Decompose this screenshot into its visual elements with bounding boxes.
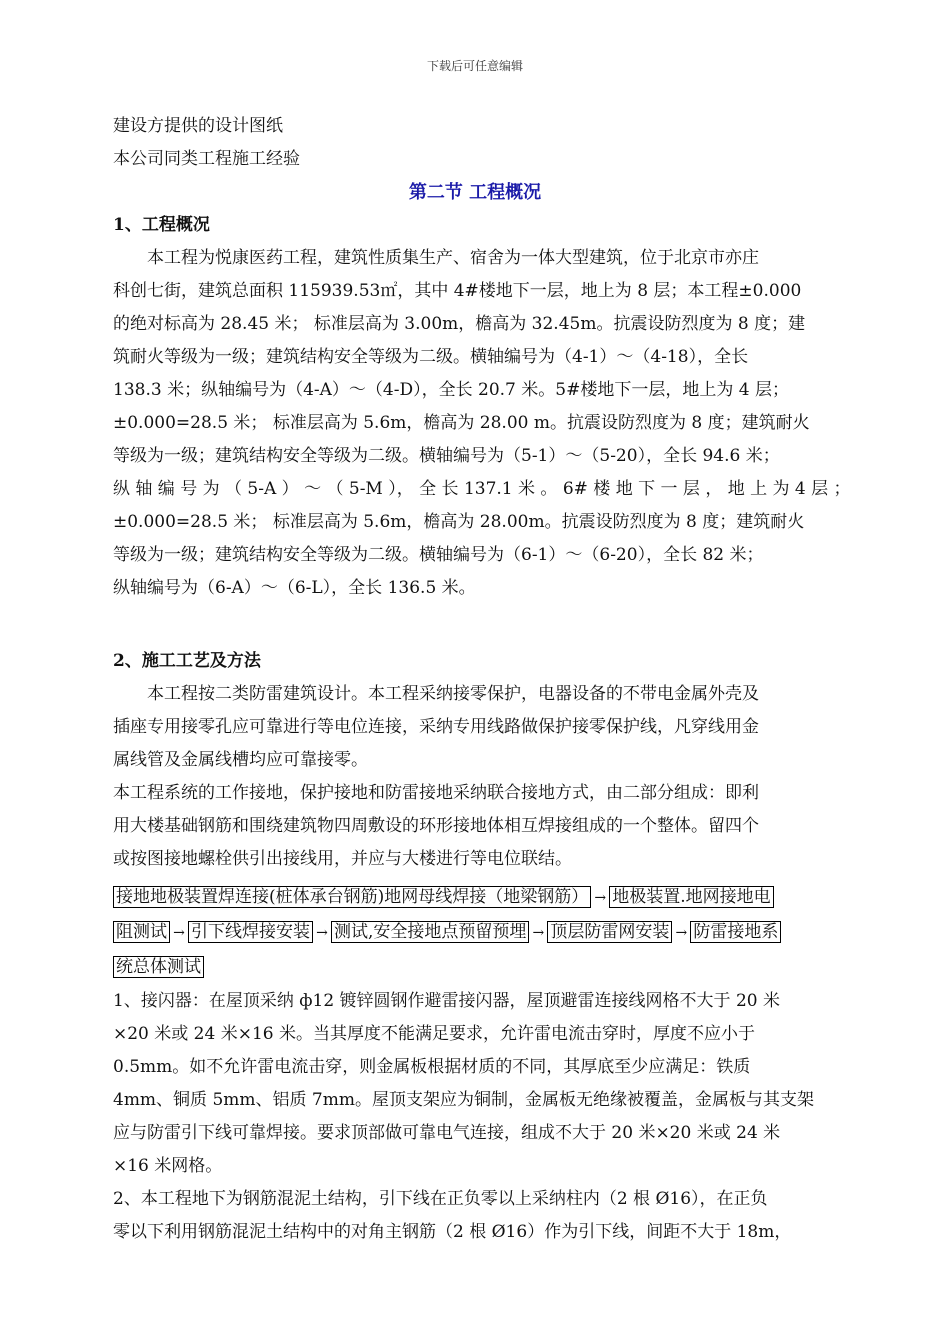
flow-step-2b: 阻测试	[113, 921, 170, 943]
document-body	[113, 110, 853, 1249]
para-line: 或按图接地螺栓供引出接线用，并应与大楼进行等电位联结。	[113, 849, 572, 869]
para-line: 纵 轴 编 号 为 （ 5-A ） ～ （ 5-M ）， 全 长 137.1 米 。 6# 楼 地 下 一 层 ， 地 上 为 4 层 ；	[113, 479, 851, 499]
section-title: 第二节 工程概况	[408, 182, 542, 203]
para-line: ×20 米或 24 米×16 米。当其厚度不能满足要求，允许雷电流击穿时，厚度不应小于	[113, 1024, 755, 1044]
flow-step-3: 引下线焊接安装	[188, 921, 313, 943]
para-line: ±0.000=28.5 米； 标准层高为 5.6m，檐高为 28.00 m。抗震设防烈度为 8 度；建筑耐火	[113, 413, 810, 433]
arrow-right-icon: →	[173, 925, 185, 941]
para-line: 本工程系统的工作接地，保护接地和防雷接地采纳联合接地方式，由二部分组成：即利	[113, 783, 759, 803]
para-line: 2、本工程地下为钢筋混泥土结构，引下线在正负零以上采纳柱内（2 根 Ø16），在正负	[113, 1189, 768, 1209]
para-line: 1、接闪器：在屋顶采纳 ф12 镀锌圆钢作避雷接闪器，屋顶避雷连接线网格不大于 20 米	[113, 991, 780, 1011]
para-line: 用大楼基础钢筋和围绕建筑物四周敷设的环形接地体相互焊接组成的一个整体。留四个	[113, 816, 759, 836]
para-line: 本工程按二类防雷建筑设计。本工程采纳接零保护，电器设备的不带电金属外壳及	[147, 684, 759, 704]
para-line: 138.3 米；纵轴编号为（4-A）～（4-D），全长 20.7 米。5#楼地下一层，地上为 4 层；	[113, 380, 789, 400]
para-line: 4mm、铜质 5mm、铝质 7mm。屋顶支架应为铜制，金属板无绝缘被覆盖，金属板与其支架	[113, 1090, 814, 1110]
para-line: 等级为一级；建筑结构安全等级为二级。横轴编号为（5-1）～（5-20），全长 94.6 米；	[113, 446, 780, 466]
page-header: 下载后可任意编辑	[426, 59, 523, 73]
flow-step-6b: 统总体测试	[113, 956, 204, 978]
intro-line: 本公司同类工程施工经验	[113, 149, 300, 169]
para-line: ±0.000=28.5 米； 标准层高为 5.6m，檐高为 28.00m。抗震设防烈度为 8 度；建筑耐火	[113, 512, 805, 532]
flow-step-6a: 防雷接地系	[690, 921, 781, 943]
para-line: 科创七街，建筑总面积 115939.53㎡，其中 4#楼地下一层，地上为 8 层；本工程±0.000	[113, 281, 802, 301]
process-flow	[113, 880, 853, 985]
para-line: 属线管及金属线槽均应可靠接零。	[113, 750, 368, 770]
flow-step-1: 接地地极装置焊连接(桩体承台钢筋)地网母线焊接（地梁钢筋）	[113, 886, 591, 908]
flow-step-4: 测试,安全接地点预留预埋	[331, 921, 529, 943]
flow-step-2a: 地极装置.地网接地电	[609, 886, 773, 908]
arrow-right-icon: →	[594, 890, 607, 906]
para-line: 本工程为悦康医药工程，建筑性质集生产、宿舍为一体大型建筑，位于北京市亦庄	[147, 248, 759, 268]
section1-heading: 1、工程概况	[113, 215, 210, 235]
section2-heading: 2、施工工艺及方法	[113, 651, 261, 671]
para-line: 筑耐火等级为一级；建筑结构安全等级为二级。横轴编号为（4-1）～（4-18），全长	[113, 347, 749, 367]
para-line: ×16 米网格。	[113, 1156, 223, 1176]
para-line: 纵轴编号为（6-A）～（6-L），全长 136.5 米。	[113, 578, 476, 598]
para-line: 0.5mm。如不允许雷电流击穿，则金属板根据材质的不同，其厚底至少应满足：铁质	[113, 1057, 751, 1077]
para-line: 应与防雷引下线可靠焊接。要求顶部做可靠电气连接，组成不大于 20 米×20 米或 24 米	[113, 1123, 781, 1143]
para-line: 的绝对标高为 28.45 米； 标准层高为 3.00m，檐高为 32.45m。抗震设防烈度为 8 度；建	[113, 314, 806, 334]
para-line: 插座专用接零孔应可靠进行等电位连接，采纳专用线路做保护接零保护线，凡穿线用金	[113, 717, 759, 737]
arrow-right-icon: →	[675, 925, 688, 941]
intro-line: 建设方提供的设计图纸	[113, 116, 283, 136]
flow-step-5: 顶层防雷网安装	[547, 921, 672, 943]
arrow-right-icon: →	[532, 925, 545, 941]
arrow-right-icon: →	[316, 925, 328, 941]
para-line: 零以下利用钢筋混泥土结构中的对角主钢筋（2 根 Ø16）作为引下线，间距不大于 18m，	[113, 1222, 792, 1242]
para-line: 等级为一级；建筑结构安全等级为二级。横轴编号为（6-1）～（6-20），全长 82 米；	[113, 545, 764, 565]
